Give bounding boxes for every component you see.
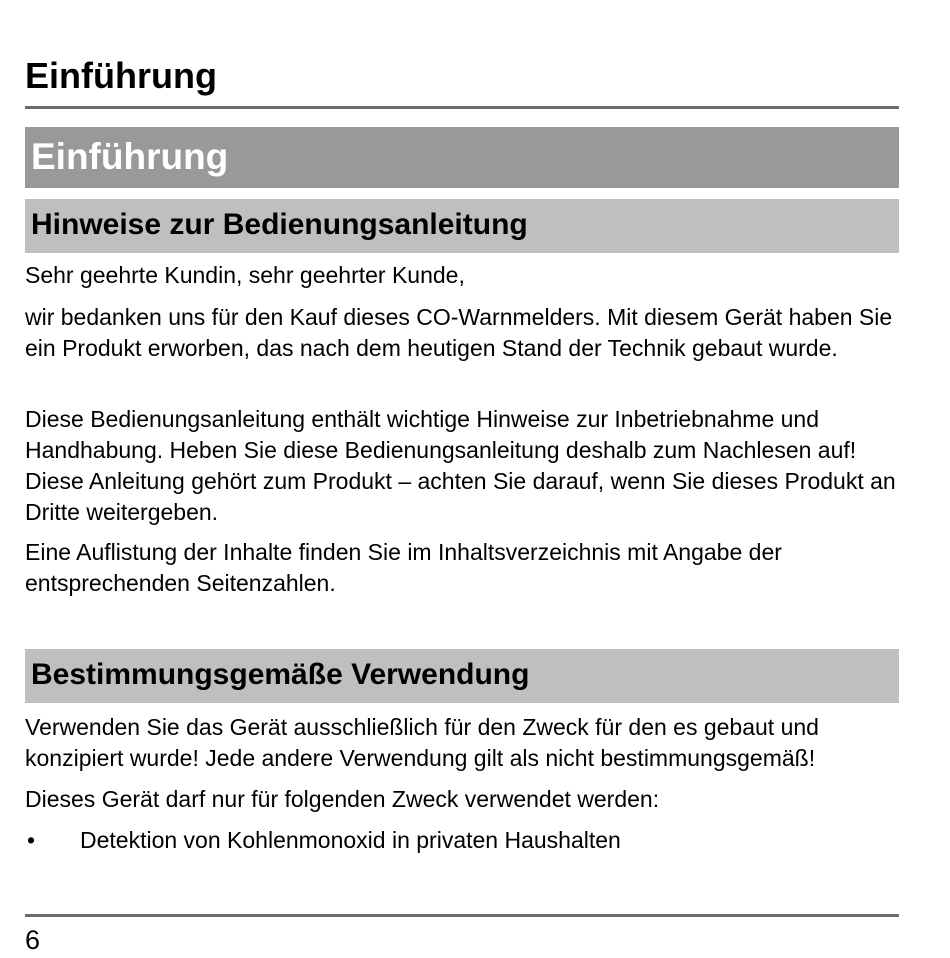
paragraph: Verwenden Sie das Gerät ausschließlich für den Zweck für den es gebaut und konzipiert wurde! Jede andere Verwendung gilt als nicht bestimmungsgemäß! <box>25 714 819 771</box>
subsection-heading-bar <box>25 649 899 703</box>
footer-divider <box>25 914 899 917</box>
header-divider <box>25 106 899 109</box>
subsection-heading-bar <box>25 199 899 253</box>
subsection-heading: Hinweise zur Bedienungsanleitung <box>31 208 528 241</box>
paragraph: wir bedanken uns für den Kauf dieses CO-Warnmelders. Mit diesem Gerät haben Sie ein Produkt erworben, das nach dem heutigen Stand der Technik gebaut wurde. <box>25 304 893 361</box>
paragraph: Dieses Gerät darf nur für folgenden Zweck verwendet werden: <box>25 786 660 812</box>
bullet-marker: • <box>27 827 36 853</box>
paragraph: Eine Auflistung der Inhalte finden Sie im Inhaltsverzeichnis mit Angabe der entsprechenden Seitenzahlen. <box>25 539 782 596</box>
page-number: 6 <box>25 925 41 955</box>
paragraph: Sehr geehrte Kundin, sehr geehrter Kunde, <box>25 262 465 288</box>
section-banner <box>25 127 899 188</box>
section-banner-title: Einführung <box>31 136 229 177</box>
paragraph: Diese Bedienungsanleitung enthält wichtige Hinweise zur Inbetriebnahme und Handhabung. Heben Sie diese Bedienungsanleitung deshalb zum Nachlesen auf! Diese Anleitung gehört zum Produkt – achten Sie darauf, wenn Sie dieses Produkt an Dritte weitergeben. <box>25 406 896 525</box>
chapter-title: Einführung <box>25 55 217 96</box>
subsection-heading: Bestimmungsgemäße Verwendung <box>31 658 530 691</box>
bullet-text: Detektion von Kohlenmonoxid in privaten Haushalten <box>80 827 621 853</box>
